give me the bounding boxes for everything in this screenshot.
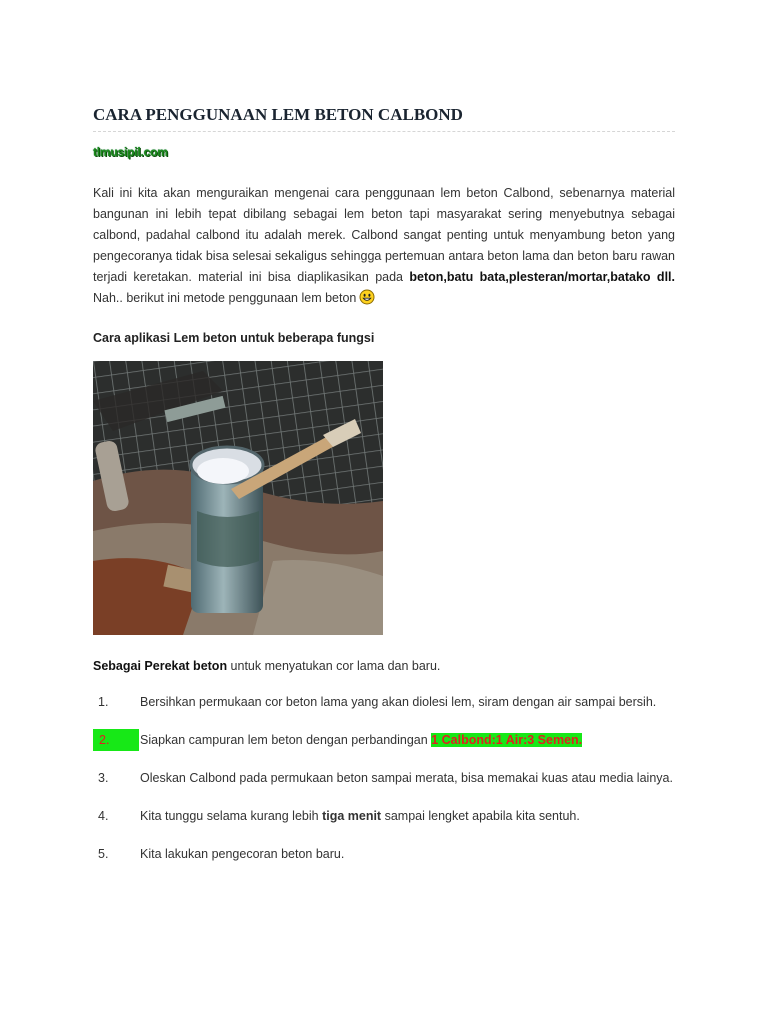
intro-text: Kali ini kita akan menguraikan mengenai cara penggunaan lem beton Calbond, sebenarnya material bangunan ini lebih tepat dibilang sebagai lem beton tapi masyarakat sering menyebutnya sebagai calbond, padahal calbond itu adalah merek. Calbond sangat penting untuk menyambung beton yang pengecoranya tidak bisa selesai sekaligus sehingga pertemuan antara beton lama dan beton baru rawan terjadi keretakan. material ini bisa diaplikasikan pada <box>93 186 675 284</box>
list-item <box>93 691 675 713</box>
title-divider <box>93 131 675 132</box>
step-text: Kita lakukan pengecoran beton baru. <box>140 847 345 861</box>
perekat-text: untuk menyatukan cor lama dan baru. <box>227 659 441 673</box>
step-number: 1. <box>98 695 109 709</box>
smiley-emoticon-icon <box>359 289 375 312</box>
perekat-section <box>93 657 675 675</box>
step-text-before: Kita tunggu selama kurang lebih <box>140 809 323 823</box>
calbond-photo <box>93 361 383 635</box>
list-item <box>93 767 675 789</box>
list-item <box>93 843 675 865</box>
article <box>93 100 675 881</box>
brand-logo <box>93 143 675 165</box>
step-text <box>93 729 675 751</box>
step-text: Bersihkan permukaan cor beton lama yang akan diolesi lem, siram dengan air sampai bersih. <box>140 695 657 709</box>
step-number-highlight <box>93 729 139 751</box>
intro-bold-materials: beton,batu bata,plesteran/mortar,batako dll. <box>409 270 675 284</box>
step-text-after: sampai lengket apabila kita sentuh. <box>381 809 580 823</box>
step-number: 4. <box>98 809 109 823</box>
perekat-heading: Sebagai Perekat beton <box>93 659 228 673</box>
intro-paragraph <box>93 183 675 312</box>
step-text: Oleskan Calbond pada permukaan beton sampai merata, bisa memakai kuas atau media lainya. <box>140 771 673 785</box>
ratio-highlight: 1 Calbond:1 Air:3 Semen. <box>431 733 583 747</box>
brand-logo-text: tlmusipil.com <box>93 145 168 159</box>
step-text <box>93 805 675 827</box>
step-bold: tiga menit <box>322 809 382 823</box>
step-number: 3. <box>98 771 109 785</box>
list-item <box>93 805 675 827</box>
step-number: 5. <box>98 847 109 861</box>
intro-tail-text: Nah.. berikut ini metode penggunaan lem beton <box>93 291 357 305</box>
page-title: CARA PENGGUNAAN LEM BETON CALBOND <box>93 105 463 124</box>
list-item <box>93 729 675 751</box>
steps-list <box>93 691 675 865</box>
highlighted-number: 2. <box>93 729 139 751</box>
step-text-before: Siapkan campuran lem beton dengan perbandingan <box>140 733 432 747</box>
section-subheading: Cara aplikasi Lem beton untuk beberapa fungsi <box>93 331 375 345</box>
